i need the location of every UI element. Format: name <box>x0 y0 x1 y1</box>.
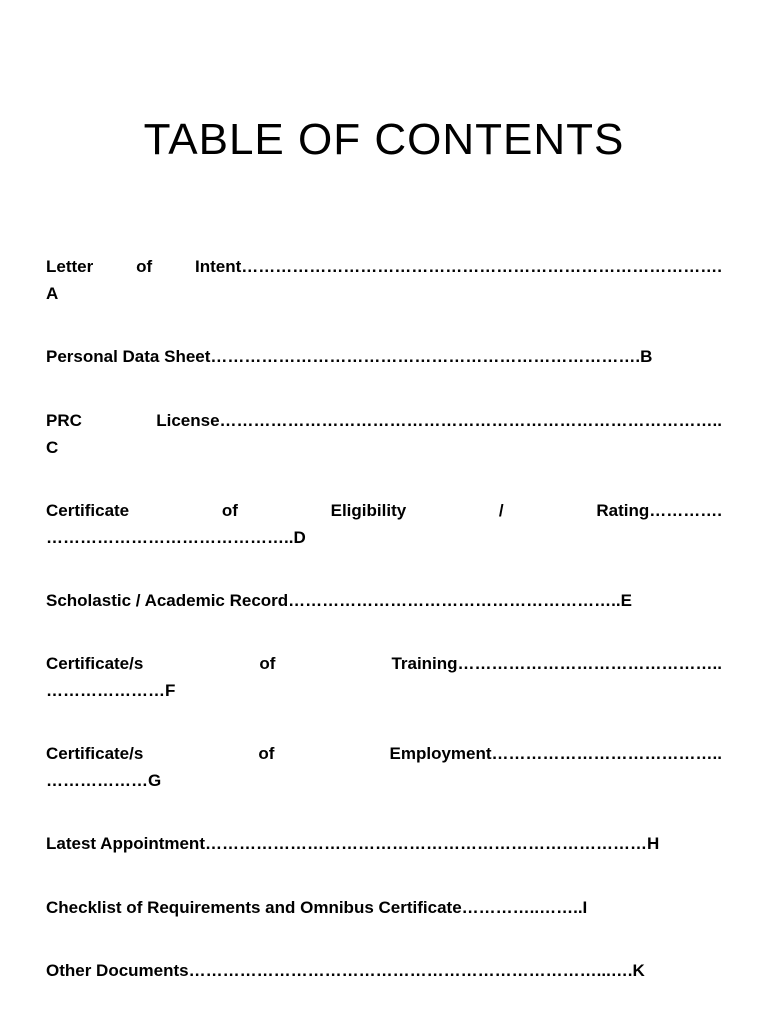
toc-entry-page-letter: A <box>46 284 59 303</box>
toc-entry-line <box>46 650 722 677</box>
toc-word: of <box>258 744 275 763</box>
toc-entry-line <box>46 407 722 434</box>
toc-word: Eligibility <box>330 501 407 520</box>
toc-word: Training……………………………………….. <box>391 654 722 673</box>
toc-entry-personal-data-sheet <box>46 343 722 370</box>
toc-entry-prc-license <box>46 407 722 461</box>
toc-entry-checklist-omnibus <box>46 894 722 921</box>
toc-entry-scholastic-record <box>46 587 722 614</box>
toc-entry-page-letter: …………………F <box>46 681 176 700</box>
toc-word: Certificate/s <box>46 744 144 763</box>
toc-word: Certificate <box>46 501 130 520</box>
toc-word: Letter <box>46 257 94 276</box>
toc-entry-line: Scholastic / Academic Record…………………………………………………..E <box>46 591 632 610</box>
toc-entry-line: Latest Appointment……………………………………………………………………H <box>46 834 660 853</box>
toc-word: of <box>259 654 276 673</box>
page-title: TABLE OF CONTENTS <box>143 115 625 164</box>
toc-entry-page-letter: ………………G <box>46 771 162 790</box>
toc-entry-certificates-of-training <box>46 650 722 704</box>
toc-entry-page-letter: C <box>46 438 59 457</box>
toc-entry-other-documents <box>46 957 722 984</box>
toc-entry-latest-appointment <box>46 830 722 857</box>
toc-entry-line: Other Documents………………………………………………………………...….K <box>46 961 645 980</box>
toc-word: Employment………………………………….. <box>389 744 722 763</box>
toc-entry-page-letter: ……………………………………..D <box>46 528 306 547</box>
toc-entry-letter-of-intent <box>46 253 722 307</box>
toc-entry-certificate-of-eligibility <box>46 497 722 551</box>
toc-word: Intent…………………………………………………………………………. <box>195 257 722 276</box>
toc-entry-line: Personal Data Sheet………………………………………………………………….B <box>46 347 653 366</box>
toc-word: of <box>136 257 153 276</box>
toc-word: / <box>498 501 504 520</box>
toc-entry-line <box>46 497 722 524</box>
toc-word: Certificate/s <box>46 654 144 673</box>
toc-word: License…………………………………………………………………………….. <box>156 411 722 430</box>
toc-word: Rating…………. <box>596 501 722 520</box>
toc-entry-certificates-of-employment <box>46 740 722 794</box>
toc-entry-line <box>46 740 722 767</box>
toc-word: of <box>221 501 238 520</box>
toc-word: PRC <box>46 411 82 430</box>
toc-entry-line <box>46 253 722 280</box>
toc-entry-line: Checklist of Requirements and Omnibus Certificate…………..……..I <box>46 898 588 917</box>
